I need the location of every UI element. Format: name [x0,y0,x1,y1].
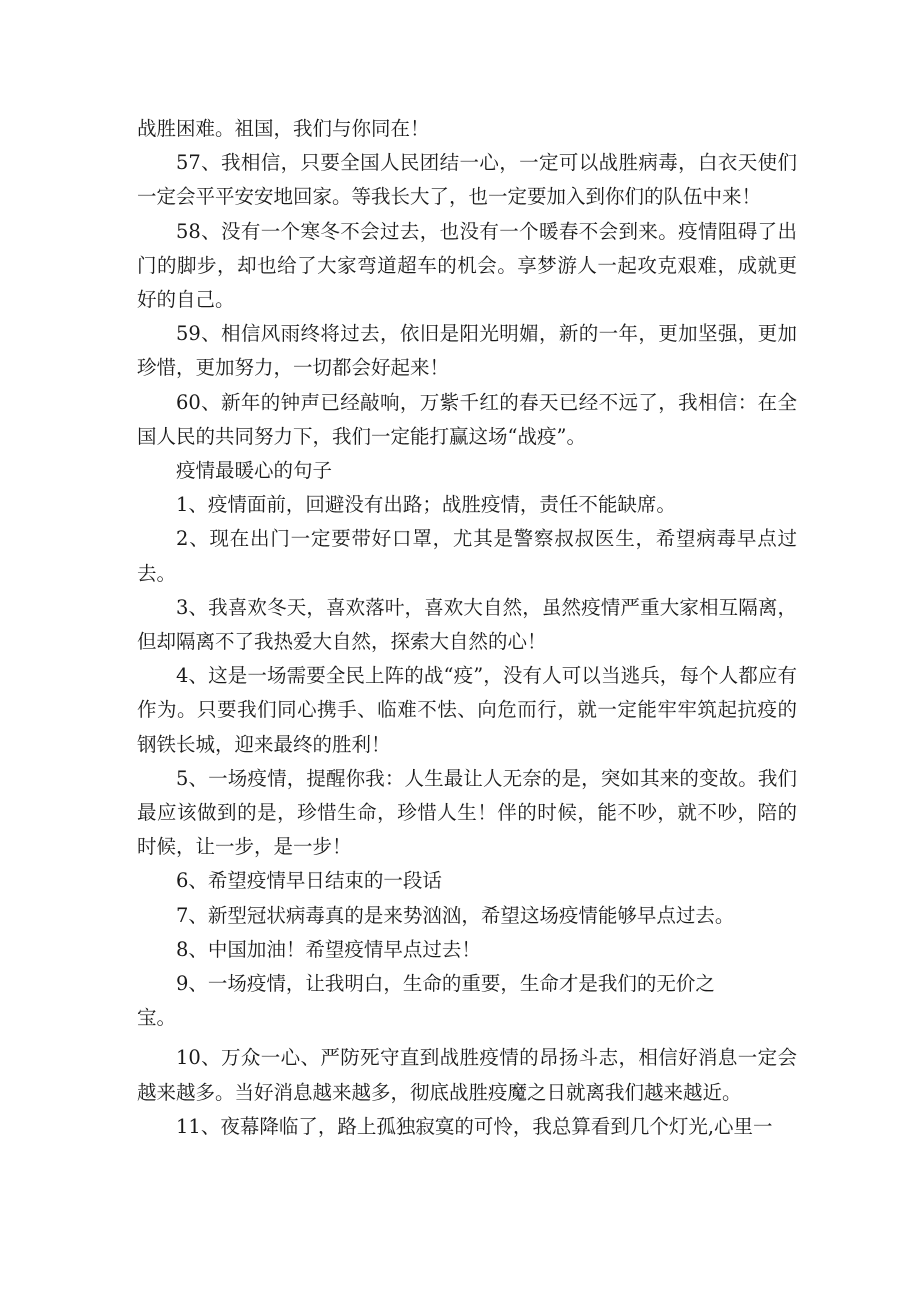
paragraph-59: 59、相信风雨终将过去，依旧是阳光明媚，新的一年，更加坚强，更加珍惜，更加努力，一切都会好起来！ [137,322,797,380]
paragraph-2: 2、现在出门一定要带好口罩，尤其是警察叔叔医生，希望病毒早点过去。 [137,527,797,585]
paragraph-10: 10、万众一心、严防死守直到战胜疫情的昂扬斗志，相信好消息一定会越来越多。当好消息越来越多，彻底战胜疫魔之日就离我们越来越近。 [137,1046,797,1104]
paragraph-5: 5、一场疫情，提醒你我：人生最让人无奈的是，突如其来的变故。我们最应该做到的是，珍惜生命，珍惜人生！伴的时候，能不吵，就不吵，陪的时候，让一步，是一步！ [137,766,797,859]
paragraph-9: 9、一场疫情，让我明白，生命的重要，生命才是我们的无价之 [176,972,715,996]
paragraph-1: 1、疫情面前，回避没有出路；战胜疫情，责任不能缺席。 [176,493,676,517]
paragraph-11: 11、夜幕降临了，路上孤独寂寞的可怜，我总算看到几个灯光,心里一 [176,1114,773,1138]
document-body [137,112,797,1144]
paragraph-60: 60、新年的钟声已经敲响，万紫千红的春天已经不远了，我相信：在全国人民的共同努力下，我们一定能打赢这场“战疫”。 [137,390,797,448]
paragraph-8: 8、中国加油！希望疫情早点过去！ [176,937,481,961]
paragraph-57: 57、我相信，只要全国人民团结一心，一定可以战胜病毒，白衣天使们一定会平平安安地回家。等我长大了，也一定要加入到你们的队伍中来！ [137,151,797,209]
paragraph-9-continuation: 宝。 [137,1006,177,1030]
paragraph-4: 4、这是一场需要全民上阵的战“疫”，没有人可以当逃兵，每个人都应有作为。只要我们同心携手、临难不怯、向危而行，就一定能牢牢筑起抗疫的钢铁长城，迎来最终的胜利！ [137,664,797,756]
section-heading: 疫情最暖心的句子 [176,459,333,483]
paragraph-6: 6、希望疫情早日结束的一段话 [176,869,442,893]
paragraph-7: 7、新型冠状病毒真的是来势汹汹，希望这场疫情能够早点过去。 [176,903,735,927]
paragraph-3: 3、我喜欢冬天，喜欢落叶，喜欢大自然，虽然疫情严重大家相互隔离，但却隔离不了我热爱大自然，探索大自然的心！ [137,595,797,654]
paragraph-continuation: 战胜困难。祖国，我们与你同在！ [137,117,430,140]
paragraph-58: 58、没有一个寒冬不会过去，也没有一个暖春不会到来。疫情阻碍了出门的脚步，却也给了大家弯道超车的机会。享梦游人一起攻克艰难，成就更好的自己。 [137,219,797,312]
